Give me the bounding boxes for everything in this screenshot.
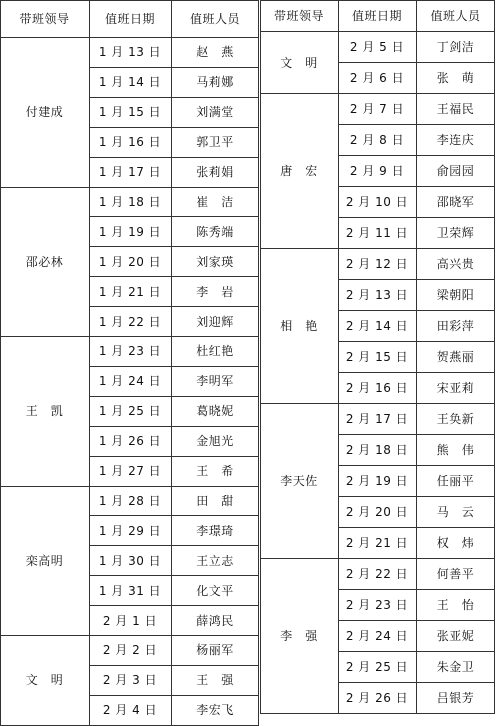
- table-row: [0, 97, 259, 127]
- date-cell: 1 月 24 日: [98, 374, 162, 389]
- table-row: [0, 665, 259, 695]
- person-cell: 吕银芳: [436, 691, 475, 705]
- table-header: [0, 0, 259, 37]
- table-row: [260, 496, 495, 527]
- person-cell: 李 岩: [196, 284, 234, 299]
- table-row: [260, 279, 495, 310]
- table-row: [260, 248, 495, 279]
- person-cell: 薛鸿民: [196, 613, 234, 628]
- person-cell: 俞园园: [436, 164, 475, 178]
- date-cell: 1 月 15 日: [98, 105, 162, 120]
- table-row: [260, 589, 495, 620]
- header-date: 值班日期: [104, 12, 155, 26]
- table-row: [0, 545, 259, 575]
- table-row: [260, 31, 495, 62]
- person-cell: 高兴贵: [436, 257, 475, 271]
- person-cell: 熊 伟: [436, 443, 475, 457]
- leader-cell: 栾高明: [25, 553, 64, 568]
- person-cell: 贺燕丽: [436, 350, 475, 364]
- person-cell: 马 云: [436, 505, 475, 519]
- table-row: [260, 155, 495, 186]
- table-row: [0, 67, 259, 97]
- date-cell: 1 月 26 日: [98, 434, 162, 449]
- person-cell: 化文平: [196, 583, 234, 598]
- table-row: [0, 695, 259, 725]
- person-cell: 马莉娜: [196, 75, 234, 90]
- date-cell: 2 月 25 日: [345, 660, 409, 674]
- person-cell: 葛晓妮: [196, 404, 234, 419]
- date-cell: 2 月 13 日: [345, 288, 409, 302]
- table-row: [260, 217, 495, 248]
- table-row: [0, 216, 259, 246]
- table-row: [0, 426, 259, 456]
- person-cell: 李璟琦: [196, 523, 234, 538]
- date-cell: 2 月 20 日: [345, 505, 409, 519]
- table-row: [260, 620, 495, 651]
- table-row: [260, 403, 495, 434]
- table-row: [260, 310, 495, 341]
- person-cell: 金旭光: [196, 434, 234, 449]
- person-cell: 张莉娟: [196, 165, 234, 180]
- person-cell: 刘满堂: [196, 105, 234, 120]
- date-cell: 1 月 20 日: [98, 254, 162, 269]
- person-cell: 郭卫平: [196, 135, 234, 150]
- person-cell: 张亚妮: [436, 629, 475, 643]
- leader-cell: 付建成: [25, 105, 64, 120]
- table-row: [0, 37, 259, 67]
- person-cell: 刘迎辉: [196, 314, 234, 329]
- table-row: [260, 558, 495, 589]
- date-cell: 1 月 25 日: [98, 404, 162, 419]
- date-cell: 2 月 8 日: [349, 133, 405, 147]
- person-cell: 邵晓军: [436, 195, 475, 209]
- person-cell: 田彩萍: [436, 319, 475, 333]
- table-row: [0, 456, 259, 486]
- leader-cell: 邵必林: [25, 254, 64, 269]
- header-date: 值班日期: [351, 9, 402, 23]
- table-row: [260, 682, 495, 713]
- person-cell: 任丽平: [436, 474, 475, 488]
- date-cell: 2 月 10 日: [345, 195, 409, 209]
- date-cell: 1 月 18 日: [98, 194, 162, 209]
- person-cell: 王 希: [196, 464, 234, 479]
- person-cell: 崔 洁: [196, 194, 234, 209]
- table-row: [0, 635, 259, 665]
- date-cell: 2 月 9 日: [349, 164, 405, 178]
- leader-cell: 文 明: [25, 673, 64, 688]
- date-cell: 2 月 14 日: [345, 319, 409, 333]
- table-row: [0, 276, 259, 306]
- person-cell: 李明军: [196, 374, 234, 389]
- table-row: [0, 396, 259, 426]
- person-cell: 王奂新: [436, 412, 475, 426]
- person-cell: 王福民: [436, 102, 475, 116]
- header-leader: 带班领导: [273, 9, 324, 23]
- date-cell: 2 月 22 日: [345, 567, 409, 581]
- table-row: [0, 336, 259, 366]
- date-cell: 2 月 2 日: [102, 643, 158, 658]
- person-cell: 张 萌: [436, 71, 475, 85]
- date-cell: 2 月 26 日: [345, 691, 409, 705]
- table-row: [260, 434, 495, 465]
- person-cell: 王立志: [196, 553, 234, 568]
- date-cell: 2 月 24 日: [345, 629, 409, 643]
- person-cell: 杨丽军: [196, 643, 234, 658]
- table-row: [0, 306, 259, 336]
- table-row: [0, 127, 259, 157]
- person-cell: 王 强: [196, 673, 234, 688]
- date-cell: 1 月 23 日: [98, 344, 162, 359]
- person-cell: 权 炜: [436, 536, 475, 550]
- leader-cell: 文 明: [280, 55, 318, 70]
- leader-cell: 李天佐: [280, 474, 318, 488]
- leader-cell: 唐 宏: [280, 164, 318, 178]
- date-cell: 2 月 11 日: [345, 226, 409, 240]
- table-row: [260, 527, 495, 558]
- table-row: [260, 124, 495, 155]
- date-cell: 2 月 4 日: [102, 703, 158, 718]
- person-cell: 宋亚莉: [436, 381, 475, 395]
- table-row: [0, 246, 259, 276]
- leader-cell: 李 强: [280, 629, 318, 643]
- table-row: [260, 372, 495, 403]
- header-person: 值班人员: [430, 9, 481, 23]
- leader-cell: 相 艳: [280, 319, 318, 333]
- table-row: [0, 486, 259, 516]
- date-cell: 2 月 5 日: [349, 40, 405, 54]
- person-cell: 王 怡: [436, 598, 475, 612]
- date-cell: 2 月 3 日: [102, 673, 158, 688]
- right-duty-table: [260, 0, 495, 713]
- person-cell: 梁朝阳: [436, 288, 475, 302]
- table-row: [0, 366, 259, 396]
- date-cell: 1 月 30 日: [98, 553, 162, 568]
- person-cell: 丁剑洁: [436, 40, 475, 54]
- table-hline: [0, 0, 259, 1]
- table-hline: [260, 0, 495, 1]
- date-cell: 2 月 21 日: [345, 536, 409, 550]
- date-cell: 2 月 7 日: [349, 102, 405, 116]
- date-cell: 1 月 22 日: [98, 314, 162, 329]
- table-row: [0, 157, 259, 187]
- table-row: [260, 93, 495, 124]
- date-cell: 2 月 18 日: [345, 443, 409, 457]
- date-cell: 1 月 27 日: [98, 464, 162, 479]
- date-cell: 1 月 31 日: [98, 583, 162, 598]
- leader-cell: 王 凯: [25, 404, 64, 419]
- table-hline: [260, 713, 495, 714]
- person-cell: 杜红艳: [196, 344, 234, 359]
- date-cell: 1 月 21 日: [98, 284, 162, 299]
- date-cell: 2 月 17 日: [345, 412, 409, 426]
- person-cell: 朱金卫: [436, 660, 475, 674]
- date-cell: 2 月 12 日: [345, 257, 409, 271]
- date-cell: 2 月 1 日: [102, 613, 158, 628]
- date-cell: 1 月 16 日: [98, 135, 162, 150]
- person-cell: 何善平: [436, 567, 475, 581]
- table-row: [0, 605, 259, 635]
- table-row: [260, 651, 495, 682]
- table-row: [260, 62, 495, 93]
- header-leader: 带班领导: [19, 12, 70, 26]
- table-row: [0, 575, 259, 605]
- date-cell: 2 月 6 日: [349, 71, 405, 85]
- table-row: [260, 465, 495, 496]
- date-cell: 1 月 19 日: [98, 224, 162, 239]
- person-cell: 田 甜: [196, 493, 234, 508]
- person-cell: 赵 燕: [196, 45, 234, 60]
- date-cell: 1 月 14 日: [98, 75, 162, 90]
- date-cell: 1 月 29 日: [98, 523, 162, 538]
- date-cell: 1 月 13 日: [98, 45, 162, 60]
- table-header: [260, 0, 495, 31]
- date-cell: 1 月 28 日: [98, 493, 162, 508]
- table-row: [260, 341, 495, 372]
- date-cell: 1 月 17 日: [98, 165, 162, 180]
- person-cell: 刘家瑛: [196, 254, 234, 269]
- date-cell: 2 月 23 日: [345, 598, 409, 612]
- header-person: 值班人员: [189, 12, 240, 26]
- person-cell: 陈秀端: [196, 224, 234, 239]
- date-cell: 2 月 16 日: [345, 381, 409, 395]
- person-cell: 李宏飞: [196, 703, 234, 718]
- table-row: [0, 515, 259, 545]
- person-cell: 李连庆: [436, 133, 475, 147]
- table-row: [0, 187, 259, 217]
- date-cell: 2 月 19 日: [345, 474, 409, 488]
- table-row: [260, 186, 495, 217]
- person-cell: 卫荣辉: [436, 226, 475, 240]
- date-cell: 2 月 15 日: [345, 350, 409, 364]
